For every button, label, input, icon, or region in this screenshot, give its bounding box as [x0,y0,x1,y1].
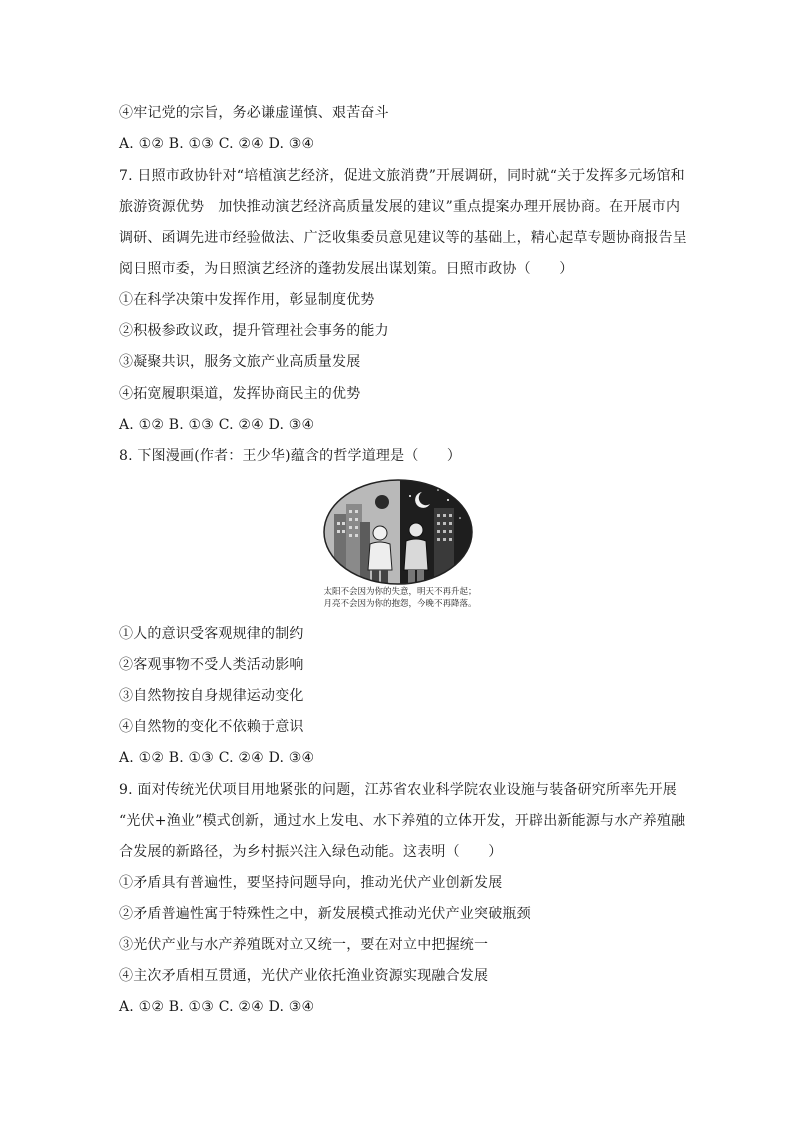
option-2-q8: ②客观事物不受人类活动影响 [119,657,304,673]
question-7-line-2: 旅游资源优势 加快推动演艺经济高质量发展的建议”重点提案办理开展协商。在开展市内 [119,199,681,215]
option-1-q7: ①在科学决策中发挥作用，彰显制度优势 [119,292,375,308]
option-2-q7: ②积极参政议政，提升管理社会事务的能力 [119,323,389,339]
option-4-q6: ④牢记党的宗旨，务必谦虚谨慎、艰苦奋斗 [119,105,389,121]
option-4-q9: ④主次矛盾相互贯通，光伏产业依托渔业资源实现融合发展 [119,968,489,984]
question-9-line-2: “光伏+渔业”模式创新，通过水上发电、水下养殖的立体开发，开辟出新能源与水产养殖融 [119,813,686,829]
option-3-q7: ③凝聚共识，服务文旅产业高质量发展 [119,354,361,370]
cartoon-caption-line-1: 太阳不会因为你的失意，明天不再升起； [323,587,477,597]
answer-choices-q8: A. ①② B. ①③ C. ②④ D. ③④ [119,750,315,766]
option-2-q9: ②矛盾普遍性寓于特殊性之中，新发展模式推动光伏产业突破瓶颈 [119,906,531,922]
option-1-q8: ①人的意识受客观规律的制约 [119,626,304,642]
cartoon-caption-line-2: 月亮不会因为你的抱怨，今晚不再降落。 [323,599,477,609]
question-7-line-3: 调研、函调先进市经验做法、广泛收集委员意见建议等的基础上，精心起草专题协商报告呈 [119,230,687,246]
answer-choices-q6: A. ①② B. ①③ C. ②④ D. ③④ [119,136,315,152]
option-3-q9: ③光伏产业与水产养殖既对立又统一，要在对立中把握统一 [119,937,489,953]
option-1-q9: ①矛盾具有普遍性，要坚持问题导向，推动光伏产业创新发展 [119,875,503,891]
question-7-line-1: 7. 日照市政协针对“培植演艺经济，促进文旅消费”开展调研，同时就“关于发挥多元场馆和 [119,168,685,184]
option-4-q7: ④拓宽履职渠道，发挥协商民主的优势 [119,386,361,402]
option-3-q8: ③自然物按自身规律运动变化 [119,688,304,704]
answer-choices-q9: A. ①② B. ①③ C. ②④ D. ③④ [119,999,315,1015]
answer-choices-q7: A. ①② B. ①③ C. ②④ D. ③④ [119,417,315,433]
question-9-line-1: 9. 面对传统光伏项目用地紧张的问题，江苏省农业科学院农业设施与装备研究所率先开展 [119,782,678,798]
question-9-line-3: 合发展的新路径，为乡村振兴注入绿色动能。这表明（ ） [119,844,503,860]
option-4-q8: ④自然物的变化不依赖于意识 [119,719,304,735]
question-8-stem: 8. 下图漫画(作者：王少华)蕴含的哲学道理是（ ） [119,448,462,464]
question-7-line-4: 阅日照市委，为日照演艺经济的蓬勃发展出谋划策。日照市政协（ ） [119,261,574,277]
